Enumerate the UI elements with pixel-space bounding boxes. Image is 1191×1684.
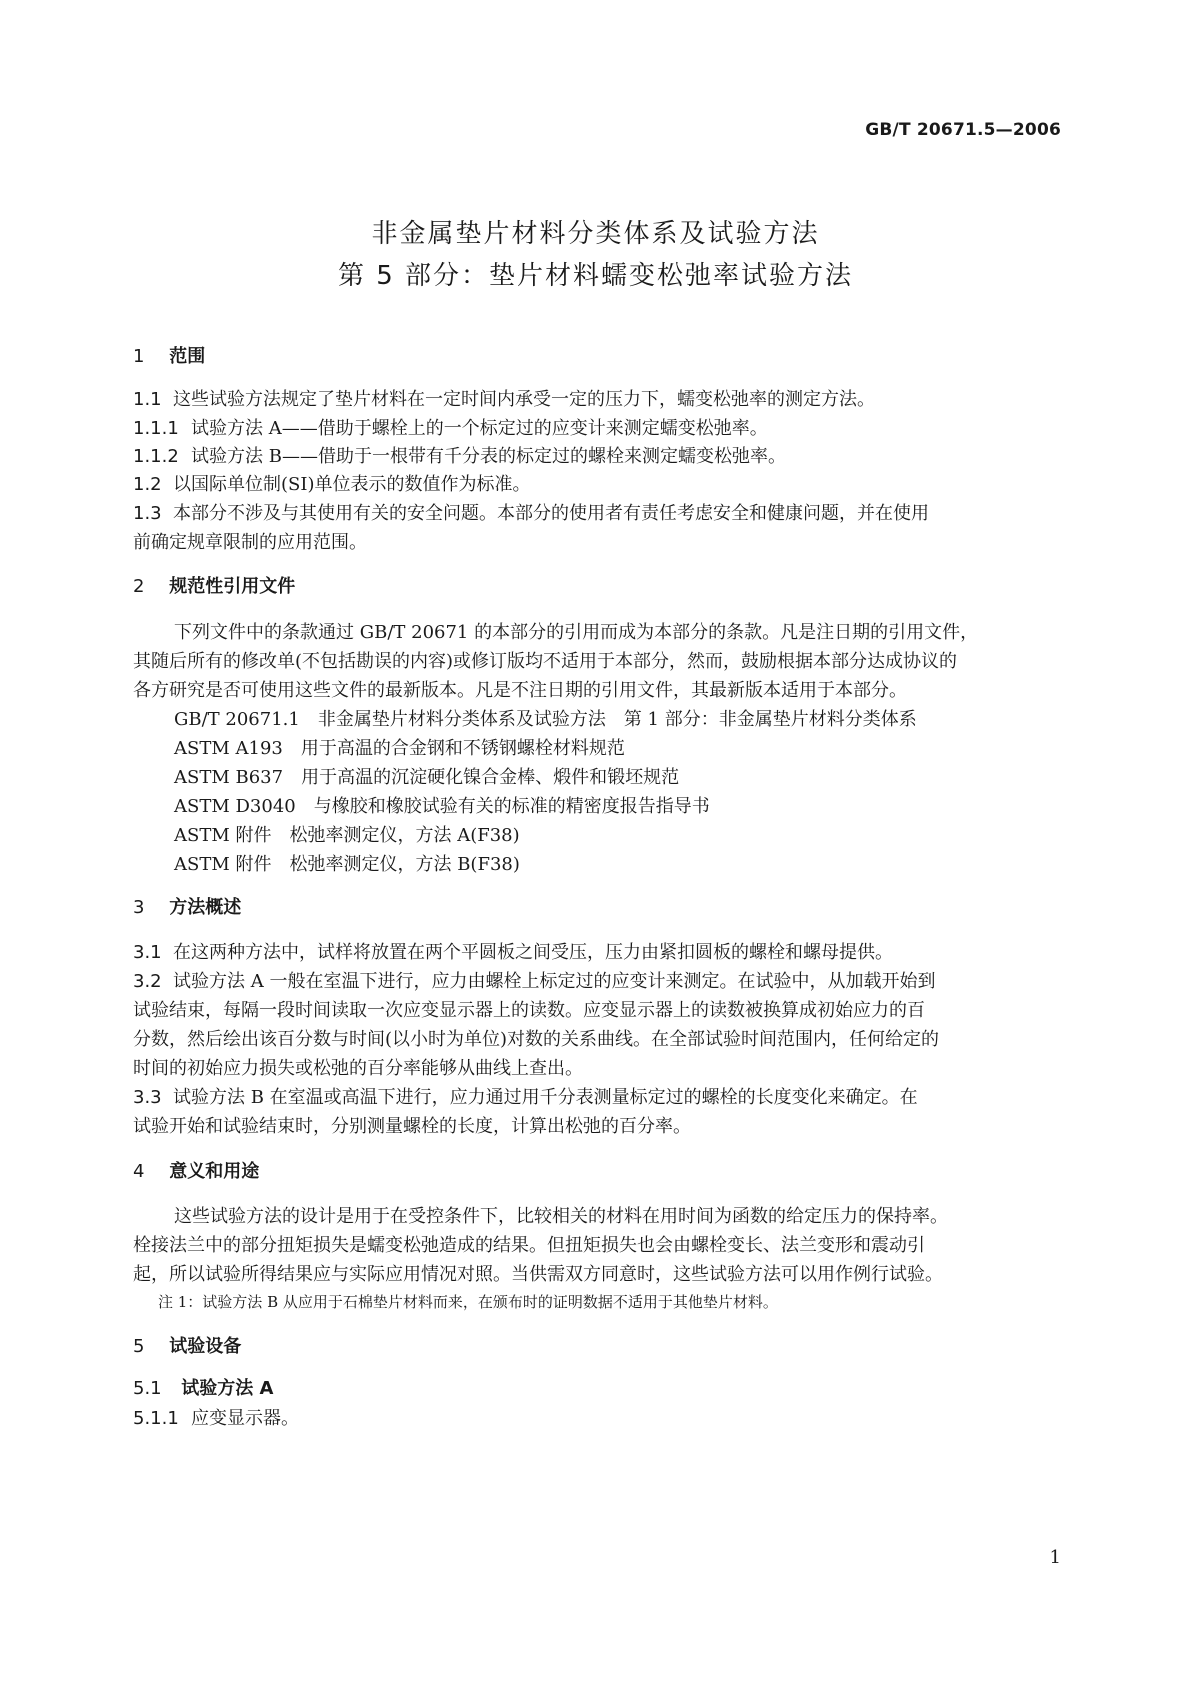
clause-number: 3.3 <box>133 1087 162 1108</box>
clause-3-2 <box>133 967 935 993</box>
clause-1-3-cont: 前确定规章限制的应用范围。 <box>133 532 367 553</box>
clause-number: 3.1 <box>133 942 162 963</box>
clause-3-3-cont: 试验开始和试验结束时，分别测量螺栓的长度，计算出松弛的百分率。 <box>133 1116 691 1137</box>
section-3-heading <box>133 893 241 919</box>
clause-text: 以国际单位制(SI)单位表示的数值作为标准。 <box>173 474 531 495</box>
reference-item: ASTM A193 用于高温的合金钢和不锈钢螺栓材料规范 <box>174 738 625 759</box>
reference-item: ASTM 附件 松弛率测定仪，方法 B(F38) <box>174 854 520 875</box>
clause-1-1-2 <box>133 442 786 468</box>
clause-text: 试验方法 A 一般在室温下进行，应力由螺栓上标定过的应变计来测定。在试验中，从加载开始到 <box>173 971 936 992</box>
clause-number: 1.2 <box>133 474 162 495</box>
section-4-paragraph-line: 起，所以试验所得结果应与实际应用情况对照。当供需双方同意时，这些试验方法可以用作例行试验。 <box>133 1264 943 1285</box>
clause-number: 1.3 <box>133 503 162 524</box>
section-2-paragraph-line: 下列文件中的条款通过 GB/T 20671 的本部分的引用而成为本部分的条款。凡是注日期的引用文件， <box>174 622 979 643</box>
standard-number: GB/T 20671.5—2006 <box>865 120 1061 140</box>
clause-text: 本部分不涉及与其使用有关的安全问题。本部分的使用者有责任考虑安全和健康问题，并在使用 <box>173 503 929 524</box>
document-title-line1: 非金属垫片材料分类体系及试验方法 <box>371 219 820 249</box>
section-4-paragraph-line: 这些试验方法的设计是用于在受控条件下，比较相关的材料在用时间为函数的给定压力的保持率。 <box>174 1206 948 1227</box>
clause-number: 3.2 <box>133 971 162 992</box>
section-number: 3 <box>133 897 145 918</box>
clause-number: 5.1 <box>133 1378 162 1399</box>
clause-1-1 <box>133 385 875 411</box>
clause-1-2 <box>133 470 531 496</box>
clause-3-2-cont: 试验结束，每隔一段时间读取一次应变显示器上的读数。应变显示器上的读数被换算成初始应力的百 <box>133 1000 925 1021</box>
clause-3-2-cont: 时间的初始应力损失或松弛的百分率能够从曲线上查出。 <box>133 1058 583 1079</box>
reference-item: ASTM 附件 松弛率测定仪，方法 A(F38) <box>174 825 520 846</box>
clause-1-1-1 <box>133 414 768 440</box>
section-title: 规范性引用文件 <box>169 576 296 597</box>
note-1: 注 1：试验方法 B 从应用于石棉垫片材料而来，在颁布时的证明数据不适用于其他垫片材料。 <box>158 1293 778 1311</box>
clause-text: 试验方法 A——借助于螺栓上的一个标定过的应变计来测定蠕变松弛率。 <box>191 418 768 439</box>
clause-number: 5.1.1 <box>133 1408 179 1429</box>
clause-5-1-1 <box>133 1404 299 1430</box>
section-2-heading <box>133 572 295 598</box>
clause-5-1-heading <box>133 1374 273 1400</box>
clause-text: 在这两种方法中，试样将放置在两个平圆板之间受压，压力由紧扣圆板的螺栓和螺母提供。 <box>173 942 893 963</box>
clause-number: 1.1.1 <box>133 418 179 439</box>
reference-item: ASTM D3040 与橡胶和橡胶试验有关的标准的精密度报告指导书 <box>174 796 710 817</box>
clause-3-1 <box>133 938 893 964</box>
section-2-paragraph-line: 各方研究是否可使用这些文件的最新版本。凡是不注日期的引用文件，其最新版本适用于本部分。 <box>133 680 907 701</box>
section-5-heading <box>133 1332 241 1358</box>
clause-3-2-cont: 分数，然后绘出该百分数与时间(以小时为单位)对数的关系曲线。在全部试验时间范围内，任何给定的 <box>133 1029 940 1050</box>
reference-item: GB/T 20671.1 非金属垫片材料分类体系及试验方法 第 1 部分：非金属垫片材料分类体系 <box>174 709 917 730</box>
clause-number: 1.1.2 <box>133 446 179 467</box>
section-4-paragraph-line: 栓接法兰中的部分扭矩损失是蠕变松弛造成的结果。但扭矩损失也会由螺栓变长、法兰变形和震动引 <box>133 1235 925 1256</box>
section-2-paragraph-line: 其随后所有的修改单(不包括勘误的内容)或修订版均不适用于本部分，然而，鼓励根据本部分达成协议的 <box>133 651 958 672</box>
document-title-line2: 第 5 部分：垫片材料蠕变松弛率试验方法 <box>337 261 854 291</box>
clause-text: 试验方法 B 在室温或高温下进行，应力通过用千分表测量标定过的螺栓的长度变化来确定。在 <box>173 1087 918 1108</box>
clause-text: 试验方法 B——借助于一根带有千分表的标定过的螺栓来测定蠕变松弛率。 <box>191 446 786 467</box>
section-title: 意义和用途 <box>169 1161 260 1182</box>
reference-item: ASTM B637 用于高温的沉淀硬化镍合金棒、煅件和锻坯规范 <box>174 767 680 788</box>
section-1-heading <box>133 342 205 368</box>
clause-1-3 <box>133 499 929 525</box>
section-title: 范围 <box>169 346 206 367</box>
section-number: 2 <box>133 576 145 597</box>
clause-text: 应变显示器。 <box>191 1408 299 1429</box>
section-title: 试验设备 <box>169 1336 242 1357</box>
section-title: 方法概述 <box>169 897 242 918</box>
section-number: 1 <box>133 346 145 367</box>
clause-title: 试验方法 A <box>181 1378 274 1399</box>
section-4-heading <box>133 1157 259 1183</box>
section-number: 5 <box>133 1336 145 1357</box>
clause-text: 这些试验方法规定了垫片材料在一定时间内承受一定的压力下，蠕变松弛率的测定方法。 <box>173 389 875 410</box>
clause-3-3 <box>133 1083 918 1109</box>
page-number: 1 <box>1049 1547 1061 1568</box>
section-number: 4 <box>133 1161 145 1182</box>
clause-number: 1.1 <box>133 389 162 410</box>
